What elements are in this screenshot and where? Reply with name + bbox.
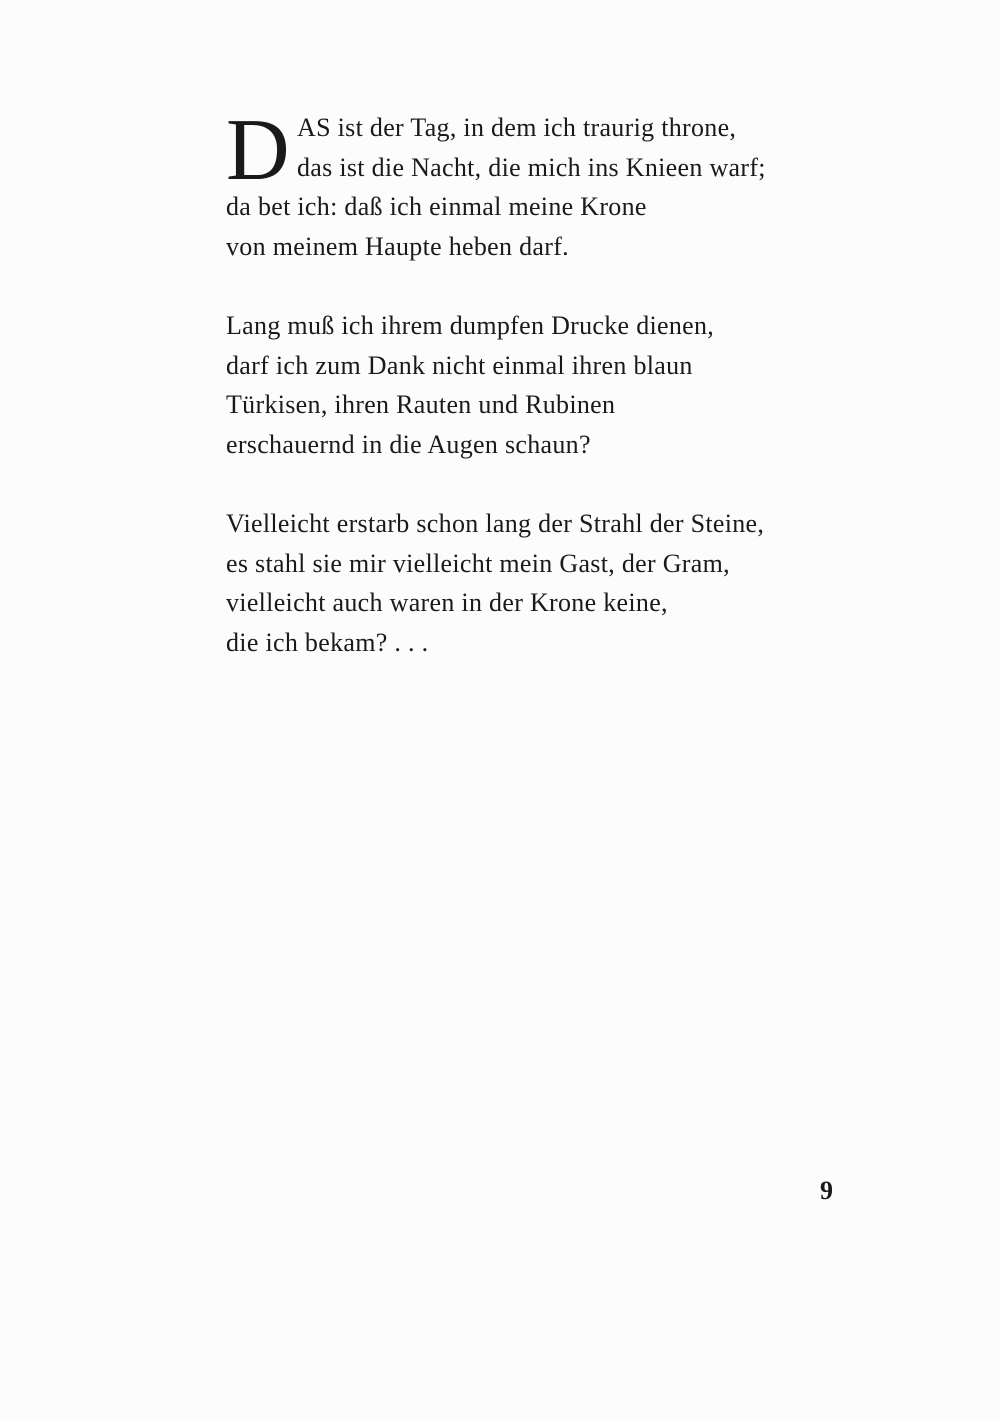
poem-line: vielleicht auch waren in der Krone keine, [226,588,668,617]
stanza-2 [226,306,866,464]
poem-line: da bet ich: daß ich einmal meine Krone [226,192,647,221]
dropcap-block [226,102,866,199]
page-number: 9 [820,1176,833,1205]
poem-line: Vielleicht erstarb schon lang der Strahl der Steine, [226,509,765,538]
poem-line: Lang muß ich ihrem dumpfen Drucke dienen, [226,311,715,340]
poem-line: von meinem Haupte heben darf. [226,231,569,261]
poem-line: erschauernd in die Augen schaun? [226,429,591,459]
poem-line: die ich bekam? . . . [226,627,429,657]
poem-line: das ist die Nacht, die mich ins Knieen warf; [297,152,766,182]
poem-line: darf ich zum Dank nicht einmal ihren blaun [226,350,693,380]
stanza-3 [226,504,866,662]
poem-line: Türkisen, ihren Rauten und Rubinen [226,390,616,419]
poem [226,102,866,662]
poem-line: AS ist der Tag, in dem ich traurig throne, [297,113,737,142]
stanza-1 [226,102,866,266]
poem-line: es stahl sie mir vielleicht mein Gast, der Gram, [226,548,730,578]
dropcap-letter: D [226,102,290,199]
